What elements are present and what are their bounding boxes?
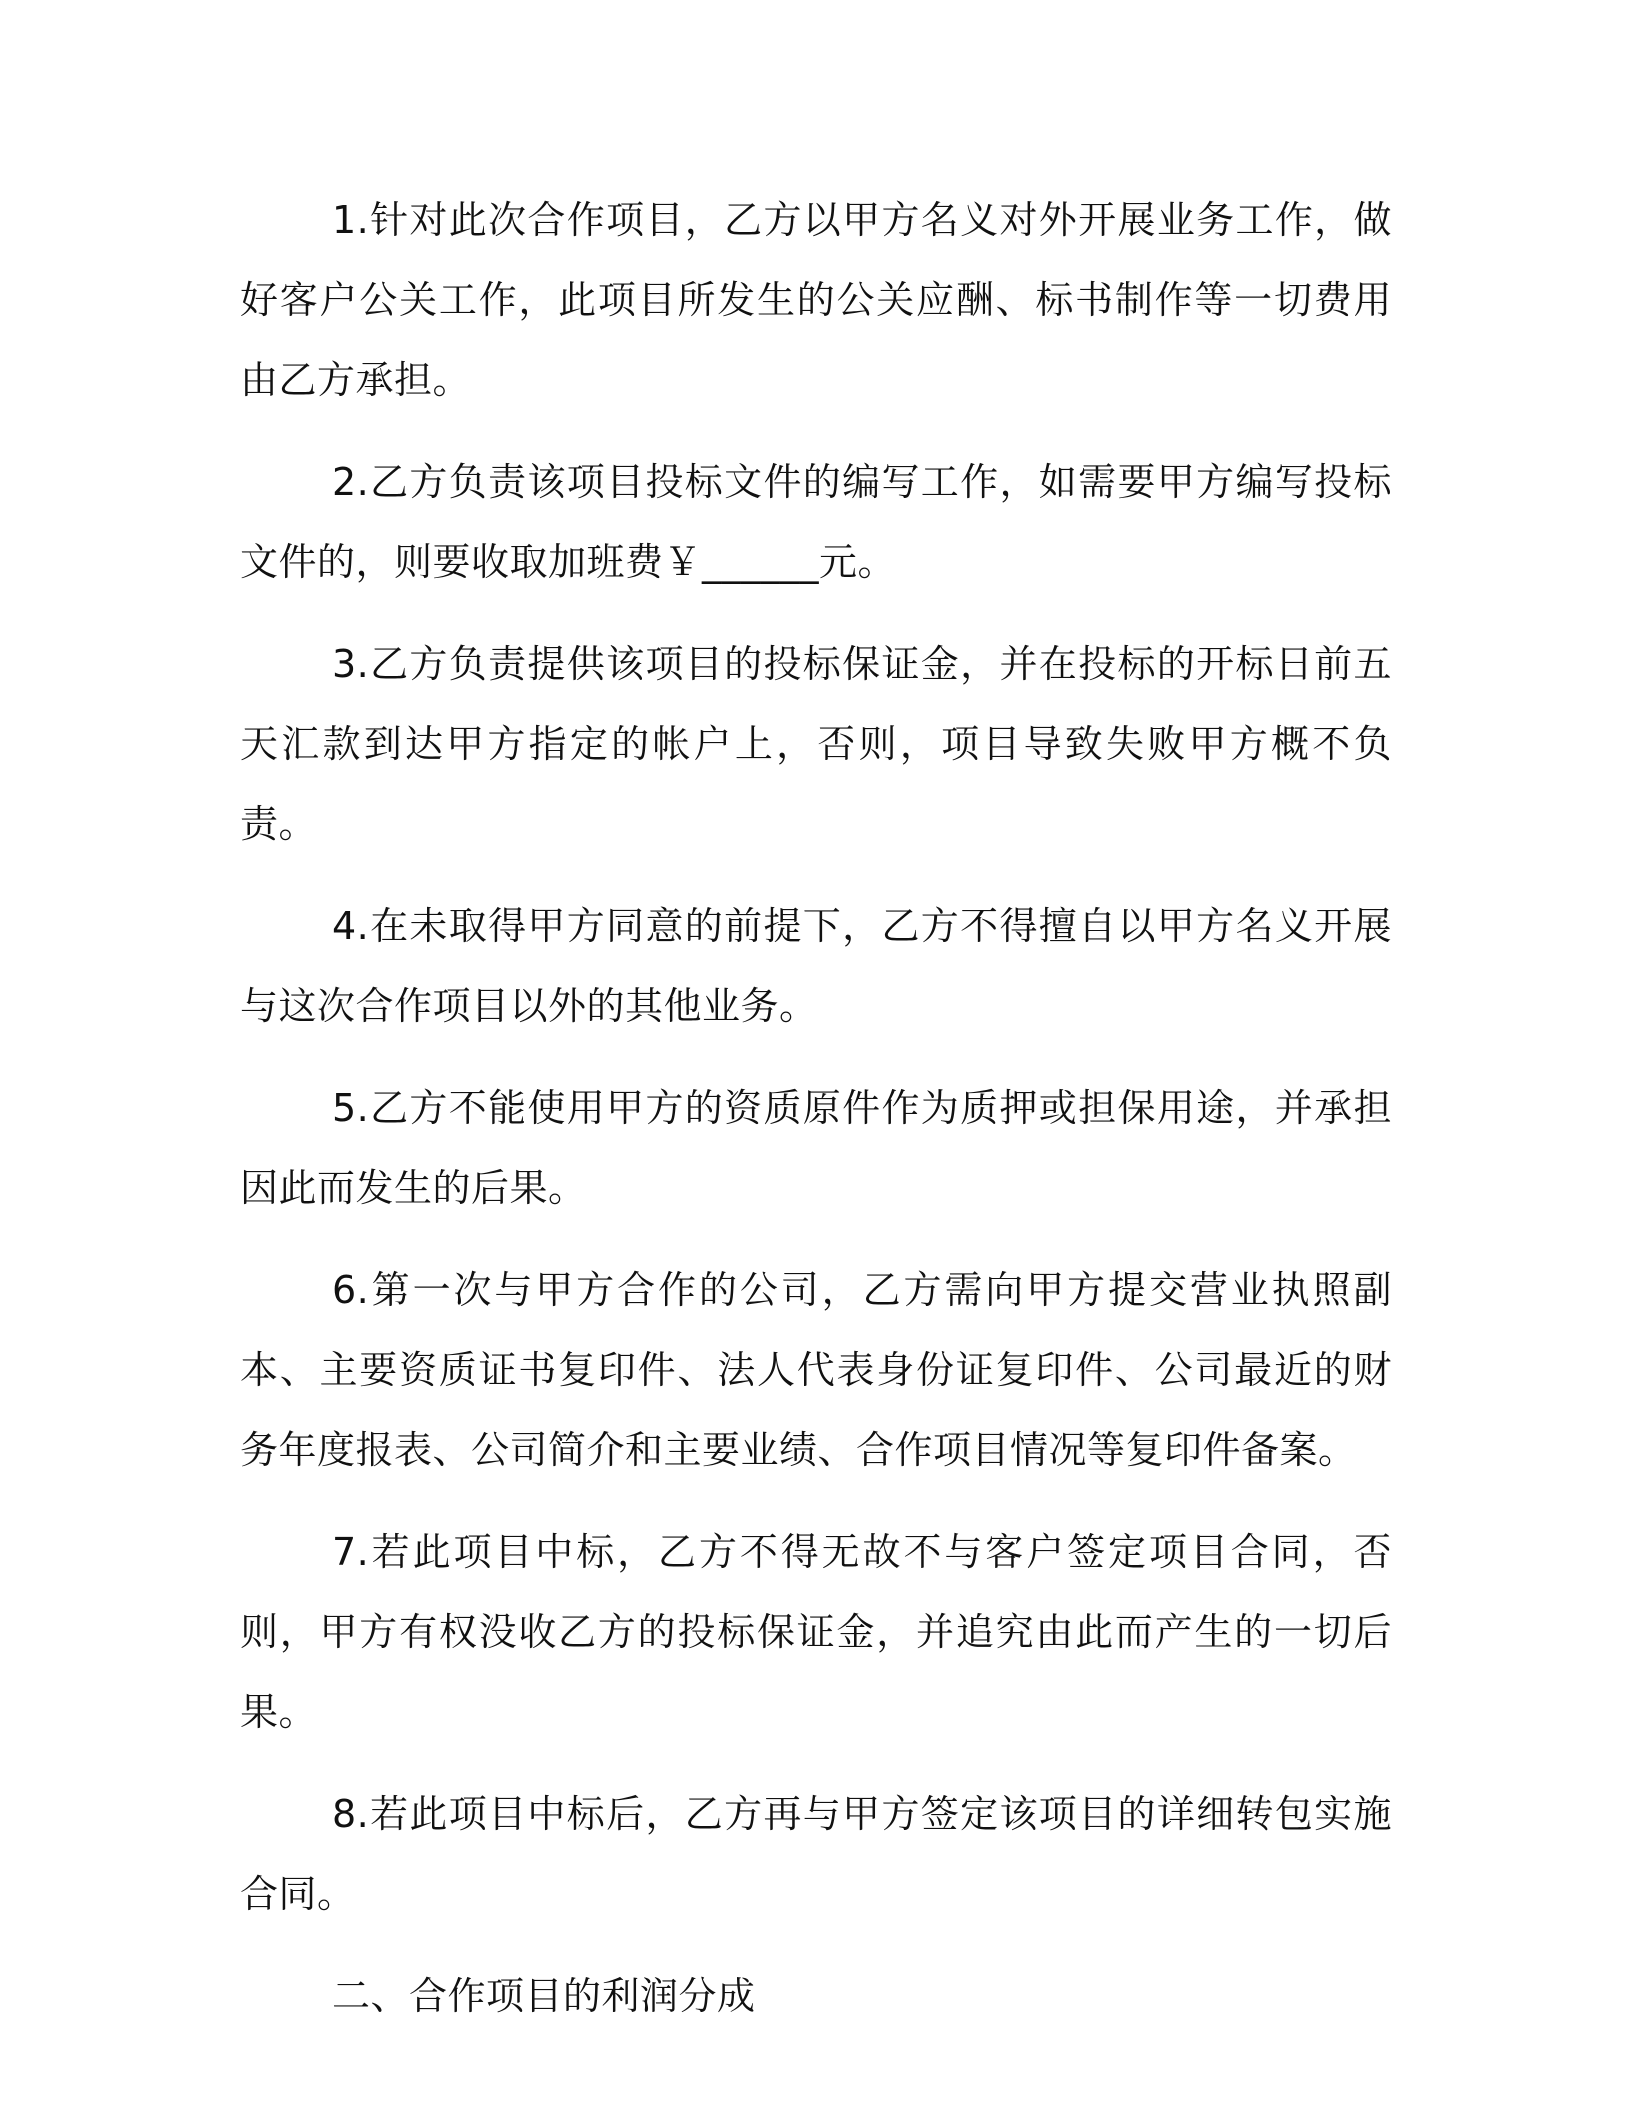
clause-8: 8.若此项目中标后，乙方再与甲方签定该项目的详细转包实施合同。 <box>240 1792 1392 1916</box>
clause-5: 5.乙方不能使用甲方的资质原件作为质押或担保用途，并承担因此而发生的后果。 <box>240 1086 1392 1210</box>
clause-7: 7.若此项目中标，乙方不得无故不与客户签定项目合同，否则，甲方有权没收乙方的投标保证金，并追究由此而产生的一切后果。 <box>240 1530 1392 1734</box>
document-body <box>240 180 1392 2036</box>
clause-3: 3.乙方负责提供该项目的投标保证金，并在投标的开标日前五天汇款到达甲方指定的帐户上，否则，项目导致失败甲方概不负责。 <box>240 642 1392 846</box>
clause-4: 4.在未取得甲方同意的前提下，乙方不得擅自以甲方名义开展与这次合作项目以外的其他业务。 <box>240 904 1392 1028</box>
section-heading: 二、合作项目的利润分成 <box>332 1974 756 2018</box>
clause-2: 2.乙方负责该项目投标文件的编写工作，如需要甲方编写投标文件的，则要收取加班费￥______元。 <box>240 460 1392 584</box>
clause-1: 1.针对此次合作项目，乙方以甲方名义对外开展业务工作，做好客户公关工作，此项目所发生的公关应酬、标书制作等一切费用由乙方承担。 <box>240 198 1392 402</box>
clause-6: 6.第一次与甲方合作的公司，乙方需向甲方提交营业执照副本、主要资质证书复印件、法人代表身份证复印件、公司最近的财务年度报表、公司简介和主要业绩、合作项目情况等复印件备案。 <box>240 1268 1392 1472</box>
